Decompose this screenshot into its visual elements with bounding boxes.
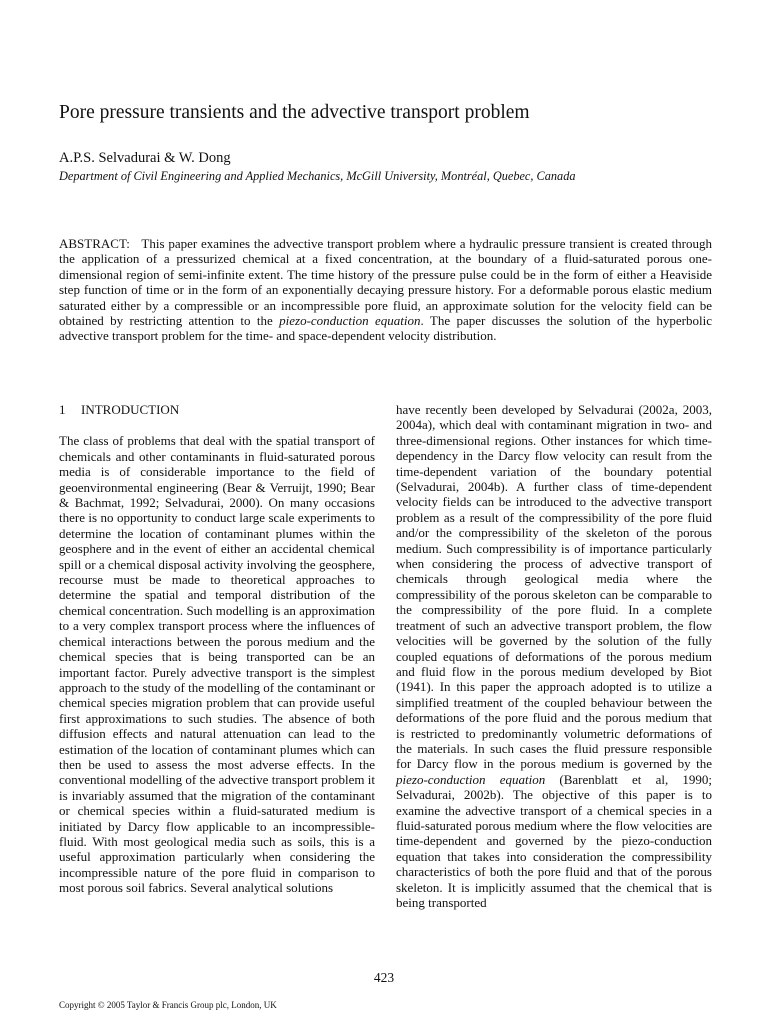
section-heading (59, 402, 375, 417)
right-column (396, 402, 712, 910)
abstract-emphasis: piezo-conduction equation (279, 313, 421, 329)
continued-text-part-2: (Barenblatt et al, 1990; Selvadurai, 2002b). The objective of this paper is to examine the advective transport of a chemical species in a fluid-saturated porous medium where the flow velocities are time-dependent and governed by the piezo-conduction equation that takes into consideration the compressibility characteristics of both the pore fluid and that of the porous skeleton. It is implicitly assumed that the chemical that is being transported (396, 771, 712, 910)
continued-emphasis: piezo-conduction equation (396, 771, 546, 787)
abstract-text-part-1: This paper examines the advective transport problem where a hydraulic pressure transient is created through the application of a pressurized chemical at a fixed concentration, at the boundary of a fluid-saturated porous one-dimensional region of semi-infinite extent. The time history of the pressure pulse could be in the form of either a Heaviside step function of time or in the form of an exponentially decaying pressure history. For a deformable porous elastic medium saturated either by a compressible or an incompressible pore fluid, an approximate solution for the velocity field can be obtained by restricting attention to the (59, 236, 712, 329)
section-number: 1 (59, 402, 66, 417)
left-column (59, 402, 375, 896)
author-affiliation: Department of Civil Engineering and Applied Mechanics, McGill University, Montréal, Quebec, Canada (59, 169, 576, 183)
abstract-label: ABSTRACT: (59, 236, 130, 251)
abstract-text-part-2: . The paper discusses the solution of the hyperbolic advective transport problem for the time- and space-dependent velocity distribution. (59, 313, 712, 344)
introduction-paragraph: The class of problems that deal with the spatial transport of chemicals and other contaminants in fluid-saturated porous media is of considerable importance to the field of geoenvironmental engineering (Bear & Verruijt, 1990; Bear & Bachmat, 1992; Selvadurai, 2000). On many occasions there is no opportunity to conduct large scale experiments to determine the location of contaminant plumes within the geosphere and in the event of either an accidental chemical spill or a chemical disposal activity involving the geosphere, recourse must be made to theoretical approaches to determine the spatial and temporal distribution of the chemical concentration. Such modelling is an approximation to a very complex transport process where the influences of chemical interactions between the porous medium and the chemical species that is being transported can be an important factor. Purely advective transport is the simplest approach to the study of the modelling of the contaminant or chemical species migration problem that can provide useful first approximations to such studies. The absence of both diffusion effects and natural attenuation can lead to the estimation of the location of contaminant plumes which can then be used to assess the most adverse effects. In the conventional modelling of the advective transport problem it is invariably assumed that the migration of the contaminant or chemical species within a fluid-saturated medium is initiated by Darcy flow applicable to an incompressible-fluid. With most geological media such as soils, this is a useful approximation particularly when considering the incompressible nature of the pore fluid in comparison to most porous soil fabrics. Several analytical solutions (59, 433, 375, 896)
copyright-notice: Copyright © 2005 Taylor & Francis Group plc, London, UK (59, 1000, 277, 1010)
paper-authors: A.P.S. Selvadurai & W. Dong (59, 150, 231, 166)
continued-paragraph (396, 402, 712, 910)
continued-text-part-1: have recently been developed by Selvadurai (2002a, 2003, 2004a), which deal with contaminant migration in two- and three-dimensional regions. Other instances for which time-dependency in the Darcy flow velocity can result from the time-dependent variation of the boundary potential (Selvadurai, 2004b). A further class of time-dependent velocity fields can be introduced to the advective transport problem as a result of the compressibility of the pore fluid and/or the compressibility of the skeleton of the porous medium. Such compressibility is of importance particularly when considering the process of advective transport of chemicals through geological media where the compressibility of the porous skeleton can be comparable to the compressibility of the pore fluid. In a complete treatment of such an advective transport problem, the flow velocities will be governed by the solution of the fully coupled equations of deformations of the porous medium and fluid flow in the porous medium developed by Biot (1941). In this paper the approach adopted is to utilize a simplified treatment of the coupled behaviour between the deformations of the pore fluid and the porous medium that is restricted to predominantly volumetric deformations of the materials. In such cases the fluid pressure responsible for Darcy flow in the porous medium is governed by the (396, 402, 712, 772)
page-number: 423 (373, 970, 395, 985)
abstract (59, 236, 712, 344)
section-title: INTRODUCTION (81, 402, 180, 417)
paper-title: Pore pressure transients and the advective transport problem (59, 102, 530, 123)
